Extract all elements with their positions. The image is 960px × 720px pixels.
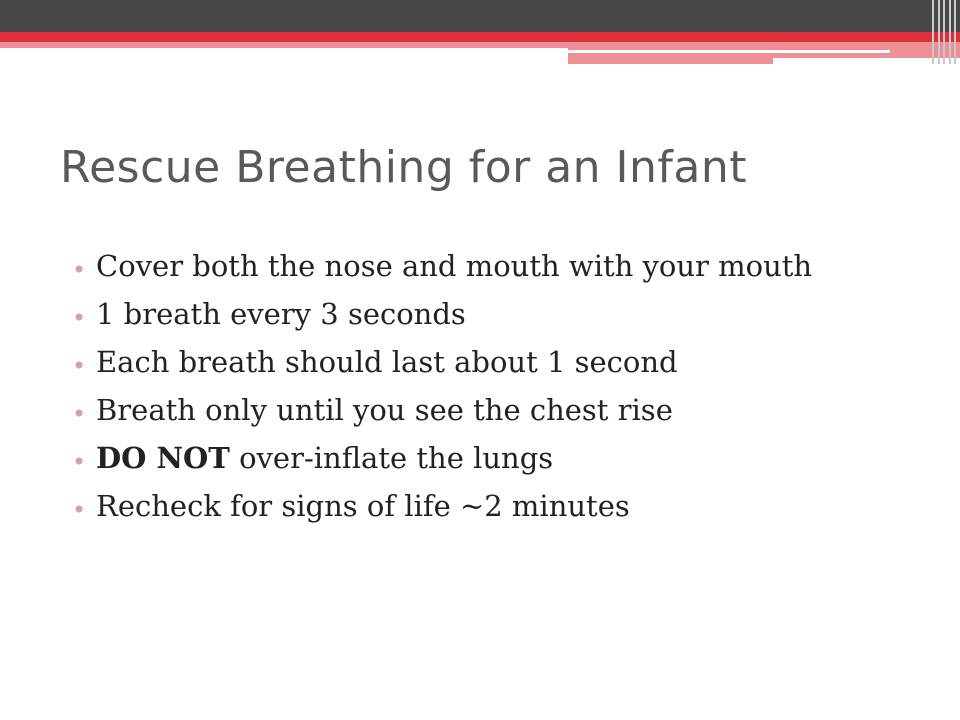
header-band-red [0, 32, 960, 42]
bullet-text: 1 breath every 3 seconds [96, 297, 466, 331]
bullet-dot-icon: • [72, 352, 87, 380]
bullet-item [72, 485, 812, 533]
bullet-text: Recheck for signs of life ~2 minutes [96, 489, 630, 523]
bullet-item [72, 341, 812, 389]
header-band-pink [0, 42, 568, 48]
bullet-item [72, 437, 812, 485]
bullet-item [72, 389, 812, 437]
slide-title: Rescue Breathing for an Infant [60, 142, 748, 193]
bullet-dot-icon: • [72, 304, 87, 332]
bullet-item [72, 293, 812, 341]
header-band-dark [0, 0, 960, 32]
bullet-dot-icon: • [72, 448, 87, 476]
bullet-dot-icon: • [72, 256, 87, 284]
bullet-dot-icon: • [72, 400, 87, 428]
bullet-list [72, 245, 812, 533]
header-band-pink-tail [568, 53, 773, 64]
bullet-dot-icon: • [72, 496, 87, 524]
corner-stripes-decoration [930, 0, 960, 64]
bullet-item [72, 245, 812, 293]
bullet-text: over-inflate the lungs [229, 441, 554, 475]
bullet-text: Breath only until you see the chest rise [96, 393, 673, 427]
bullet-emphasis: DO NOT [96, 441, 230, 475]
bullet-text: Cover both the nose and mouth with your mouth [96, 249, 813, 283]
bullet-text: Each breath should last about 1 second [96, 345, 678, 379]
